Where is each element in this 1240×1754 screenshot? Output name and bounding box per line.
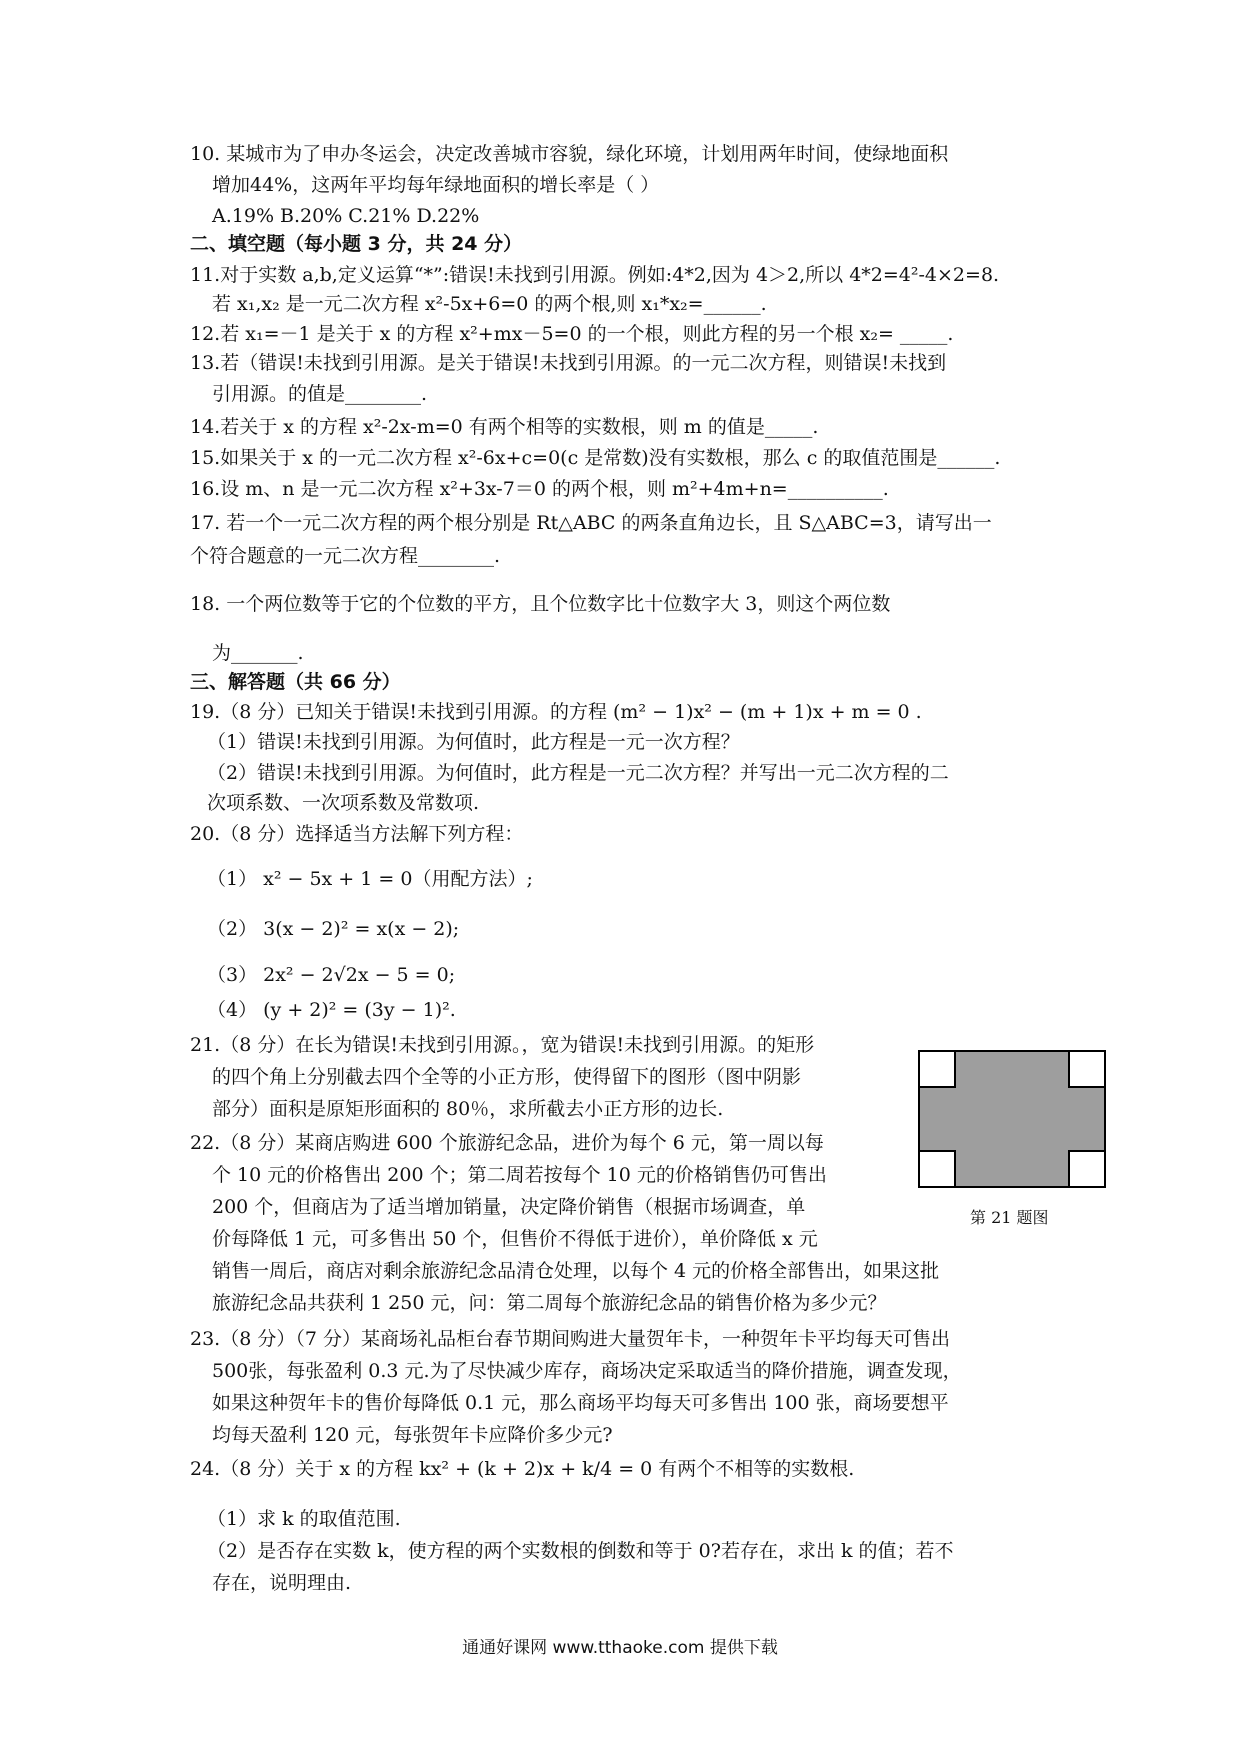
text-line: 19.（8 分）已知关于错误!未找到引用源。的方程 (m² − 1)x² − (m + 1)x + m = 0 .: [190, 701, 922, 723]
text-line: （3） 2x² − 2√2x − 5 = 0;: [207, 964, 456, 986]
text-line: 200 个，但商店为了适当增加销量，决定降价销售（根据市场调查，单: [212, 1196, 806, 1218]
text-line: （1）求 k 的取值范围.: [207, 1508, 401, 1530]
text-line: 16.设 m、n 是一元二次方程 x²+3x-7＝0 的两个根，则 m²+4m+n=__________.: [190, 478, 889, 500]
text-line: 引用源。的值是________.: [212, 383, 428, 405]
text-line: 的四个角上分别截去四个全等的小正方形，使得留下的图形（图中阴影: [212, 1066, 802, 1088]
page-footer: 通通好课网 www.tthaoke.com 提供下载: [462, 1638, 778, 1658]
corner-square-bottom-right: [1069, 1151, 1105, 1187]
text-line: 若 x₁,x₂ 是一元二次方程 x²-5x+6=0 的两个根,则 x₁*x₂=______.: [212, 293, 767, 315]
text-line: 18. 一个两位数等于它的个位数的平方，且个位数字比十位数字大 3，则这个两位数: [190, 593, 891, 615]
text-line: 个 10 元的价格售出 200 个；第二周若按每个 10 元的价格销售仍可售出: [212, 1164, 827, 1186]
text-line: 17. 若一个一元二次方程的两个根分别是 Rt△ABC 的两条直角边长，且 S△ABC=3，请写出一: [190, 512, 992, 534]
text-line: 12.若 x₁=－1 是关于 x 的方程 x²+mx－5=0 的一个根，则此方程的另一个根 x₂= _____.: [190, 323, 954, 345]
text-line: （2） 3(x − 2)² = x(x − 2);: [207, 918, 460, 940]
text-line: A.19% B.20% C.21% D.22%: [212, 205, 480, 227]
section-heading: 三、解答题（共 66 分）: [190, 671, 401, 693]
text-line: 11.对于实数 a,b,定义运算“*”:错误!未找到引用源。例如:4*2,因为 4＞2,所以 4*2=4²-4×2=8.: [190, 264, 1000, 286]
text-line: 23.（8 分）（7 分）某商场礼品柜台春节期间购进大量贺年卡，一种贺年卡平均每天可售出: [190, 1328, 950, 1350]
text-line: 个符合题意的一元二次方程________.: [190, 545, 501, 567]
text-line: 24.（8 分）关于 x 的方程 kx² + (k + 2)x + k/4 = 0 有两个不相等的实数根.: [190, 1458, 855, 1480]
text-line: 13.若（错误!未找到引用源。是关于错误!未找到引用源。的一元二次方程，则错误!未找到: [190, 352, 947, 374]
corner-square-top-right: [1069, 1051, 1105, 1087]
text-line: 增加44%，这两年平均每年绿地面积的增长率是（ ）: [212, 174, 660, 196]
text-line: 为_______.: [212, 642, 304, 664]
text-line: 14.若关于 x 的方程 x²-2x-m=0 有两个相等的实数根，则 m 的值是_____.: [190, 416, 819, 438]
text-line: 21.（8 分）在长为错误!未找到引用源。，宽为错误!未找到引用源。的矩形: [190, 1034, 815, 1056]
text-line: （1）错误!未找到引用源。为何值时，此方程是一元一次方程？: [207, 731, 740, 753]
text-line: 价每降低 1 元，可多售出 50 个，但售价不得低于进价），单价降低 x 元: [212, 1228, 818, 1250]
text-line: （1） x² − 5x + 1 = 0（用配方法）;: [207, 868, 533, 890]
text-line: （4） (y + 2)² = (3y − 1)².: [207, 999, 456, 1021]
text-line: 次项系数、一次项系数及常数项.: [207, 792, 480, 814]
text-line: 存在，说明理由.: [212, 1572, 352, 1594]
text-line: 20.（8 分）选择适当方法解下列方程：: [190, 823, 524, 845]
text-line: 均每天盈利 120 元，每张贺年卡应降价多少元?: [212, 1424, 613, 1446]
text-line: 500张，每张盈利 0.3 元.为了尽快减少库存，商场决定采取适当的降价措施，调查发现，: [212, 1360, 962, 1382]
corner-square-top-left: [919, 1051, 955, 1087]
text-line: 15.如果关于 x 的一元二次方程 x²-6x+c=0(c 是常数)没有实数根，那么 c 的取值范围是______.: [190, 447, 1001, 469]
text-line: （2）错误!未找到引用源。为何值时，此方程是一元二次方程？并写出一元二次方程的二: [207, 762, 949, 784]
section-heading: 二、填空题（每小题 3 分，共 24 分）: [190, 233, 523, 255]
text-line: 10. 某城市为了申办冬运会，决定改善城市容貌，绿化环境，计划用两年时间，使绿地面积: [190, 143, 949, 165]
text-line: 22.（8 分）某商店购进 600 个旅游纪念品，进价为每个 6 元，第一周以每: [190, 1132, 824, 1154]
text-line: 部分）面积是原矩形面积的 80％，求所截去小正方形的边长.: [212, 1098, 724, 1120]
text-line: 旅游纪念品共获利 1 250 元，问：第二周每个旅游纪念品的销售价格为多少元？: [212, 1292, 887, 1314]
corner-square-bottom-left: [919, 1151, 955, 1187]
text-line: （2）是否存在实数 k，使方程的两个实数根的倒数和等于 0?若存在，求出 k 的值；若不: [207, 1540, 954, 1562]
text-line: 如果这种贺年卡的售价每降低 0.1 元，那么商场平均每天可多售出 100 张，商场要想平: [212, 1392, 949, 1414]
rectangle-figure: [918, 1050, 1106, 1188]
text-line: 销售一周后，商店对剩余旅游纪念品清仓处理，以每个 4 元的价格全部售出，如果这批: [212, 1260, 940, 1282]
figure-caption: 第 21 题图: [970, 1208, 1049, 1227]
